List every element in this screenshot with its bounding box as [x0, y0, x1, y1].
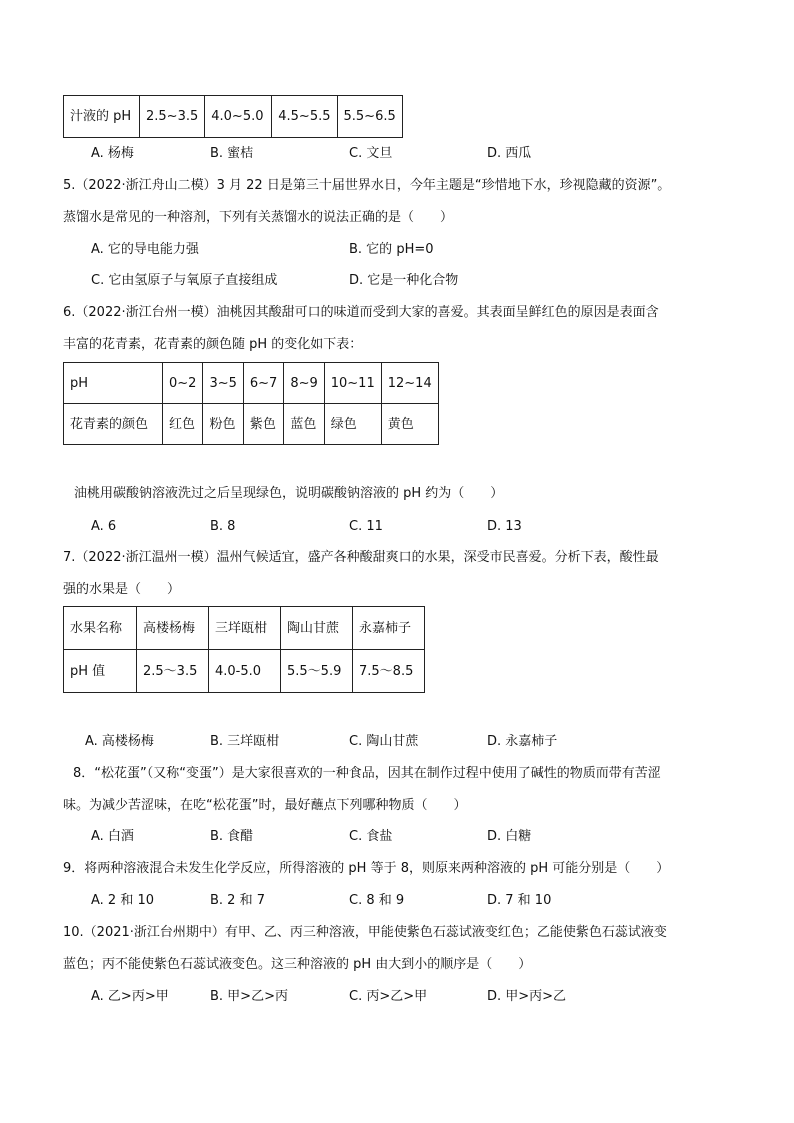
- q5-option-c: C. 它由氢原子与氧原子直接组成: [91, 273, 278, 288]
- q7-option-c: C. 陶山甘蔗: [349, 734, 419, 749]
- table-cell: 水果名称: [64, 607, 137, 650]
- q4-option-a: A. 杨梅: [91, 146, 134, 161]
- anthocyanin-color-table: [63, 362, 439, 445]
- q10-option-b: B. 甲>乙>丙: [210, 989, 288, 1004]
- q6-stem-line2: 丰富的花青素，花青素的颜色随 pH 的变化如下表：: [63, 337, 363, 352]
- table-cell: 5.5~6.5: [337, 96, 402, 138]
- q6-option-d: D. 13: [487, 519, 522, 534]
- q6-option-c: C. 11: [349, 519, 383, 534]
- table-cell: 12~14: [381, 363, 438, 404]
- q4-option-b: B. 蜜桔: [210, 146, 254, 161]
- q5-stem-line2: 蒸馏水是常见的一种溶剂，下列有关蒸馏水的说法正确的是（ ）: [63, 210, 454, 225]
- table-cell: 花青素的颜色: [64, 404, 163, 445]
- q8-option-d: D. 白糖: [487, 829, 532, 844]
- q6-option-a: A. 6: [91, 519, 117, 534]
- table-cell: 7.5～8.5: [353, 650, 425, 693]
- q4-option-d: D. 西瓜: [487, 146, 532, 161]
- q9-option-c: C. 8 和 9: [349, 893, 405, 908]
- table-cell: pH 值: [64, 650, 137, 693]
- table-cell: 黄色: [381, 404, 438, 445]
- table-cell: 高楼杨梅: [137, 607, 209, 650]
- table-cell: 0~2: [163, 363, 203, 404]
- q8-stem-line2: 味。为减少苦涩味，在吃“松花蛋”时，最好蘸点下列哪种物质（ ）: [63, 798, 467, 813]
- table-cell: 蓝色: [284, 404, 324, 445]
- q5-stem-line1: 5.（2022·浙江舟山二模）3 月 22 日是第三十届世界水日，今年主题是“珍惜地下水，珍视隐藏的资源”。: [63, 178, 671, 193]
- q6-stem-line3: 油桃用碳酸钠溶液洗过之后呈现绿色，说明碳酸钠溶液的 pH 约为（ ）: [74, 486, 504, 501]
- q5-option-a: A. 它的导电能力强: [91, 242, 199, 257]
- q5-option-d: D. 它是一种化合物: [349, 273, 459, 288]
- q7-stem-line2: 强的水果是（ ）: [63, 582, 181, 597]
- table-cell: 汁液的 pH: [64, 96, 140, 138]
- table-cell: 紫色: [243, 404, 283, 445]
- table-cell: 陶山甘蔗: [281, 607, 353, 650]
- q9-option-d: D. 7 和 10: [487, 893, 552, 908]
- table-cell: pH: [64, 363, 163, 404]
- q9-option-a: A. 2 和 10: [91, 893, 155, 908]
- table-cell: 4.5~5.5: [272, 96, 337, 138]
- q6-stem-line1: 6.（2022·浙江台州一模）油桃因其酸甜可口的味道而受到大家的喜爱。其表面呈鲜红色的原因是表面含: [63, 305, 659, 320]
- q8-option-a: A. 白酒: [91, 829, 134, 844]
- fruit-ph-table: [63, 606, 425, 693]
- table-cell: 三垟瓯柑: [209, 607, 281, 650]
- q10-option-a: A. 乙>丙>甲: [91, 989, 169, 1004]
- q9-option-b: B. 2 和 7: [210, 893, 265, 908]
- table-cell: 10~11: [324, 363, 381, 404]
- table-cell: 红色: [163, 404, 203, 445]
- q7-stem-line1: 7.（2022·浙江温州一模）温州气候适宜，盛产各种酸甜爽口的水果，深受市民喜爱。分析下表，酸性最: [63, 550, 659, 565]
- table-cell: 永嘉柿子: [353, 607, 425, 650]
- table-cell: 4.0~5.0: [205, 96, 272, 138]
- table-cell: 6~7: [243, 363, 283, 404]
- q10-stem-line1: 10.（2021·浙江台州期中）有甲、乙、丙三种溶液，甲能使紫色石蕊试液变红色；乙能使紫色石蕊试液变: [63, 925, 667, 940]
- table-cell: 4.0-5.0: [209, 650, 281, 693]
- table-cell: 2.5~3.5: [140, 96, 205, 138]
- q4-option-c: C. 文旦: [349, 146, 393, 161]
- q7-option-d: D. 永嘉柿子: [487, 734, 558, 749]
- q5-option-b: B. 它的 pH=0: [349, 242, 434, 257]
- q10-option-d: D. 甲>丙>乙: [487, 989, 567, 1004]
- q10-option-c: C. 丙>乙>甲: [349, 989, 428, 1004]
- table-cell: 5.5～5.9: [281, 650, 353, 693]
- table-cell: 粉色: [203, 404, 243, 445]
- q9-stem-line1: 9．将两种溶液混合未发生化学反应，所得溶液的 pH 等于 8，则原来两种溶液的 pH 可能分别是（ ）: [63, 861, 670, 876]
- q8-stem-line1: 8．“松花蛋”（又称“变蛋”）是大家很喜欢的一种食品，因其在制作过程中使用了碱性的物质而带有苦涩: [73, 766, 661, 781]
- q10-stem-line2: 蓝色；丙不能使紫色石蕊试液变色。这三种溶液的 pH 由大到小的顺序是（ ）: [63, 957, 532, 972]
- table-cell: 8~9: [284, 363, 324, 404]
- q7-option-b: B. 三垟瓯柑: [210, 734, 280, 749]
- q7-option-a: A. 高楼杨梅: [85, 734, 154, 749]
- q8-option-c: C. 食盐: [349, 829, 393, 844]
- table-cell: 绿色: [324, 404, 381, 445]
- q6-option-b: B. 8: [210, 519, 236, 534]
- ph-table-fruits-partial: [63, 95, 403, 138]
- table-cell: 2.5～3.5: [137, 650, 209, 693]
- q8-option-b: B. 食醋: [210, 829, 254, 844]
- table-cell: 3~5: [203, 363, 243, 404]
